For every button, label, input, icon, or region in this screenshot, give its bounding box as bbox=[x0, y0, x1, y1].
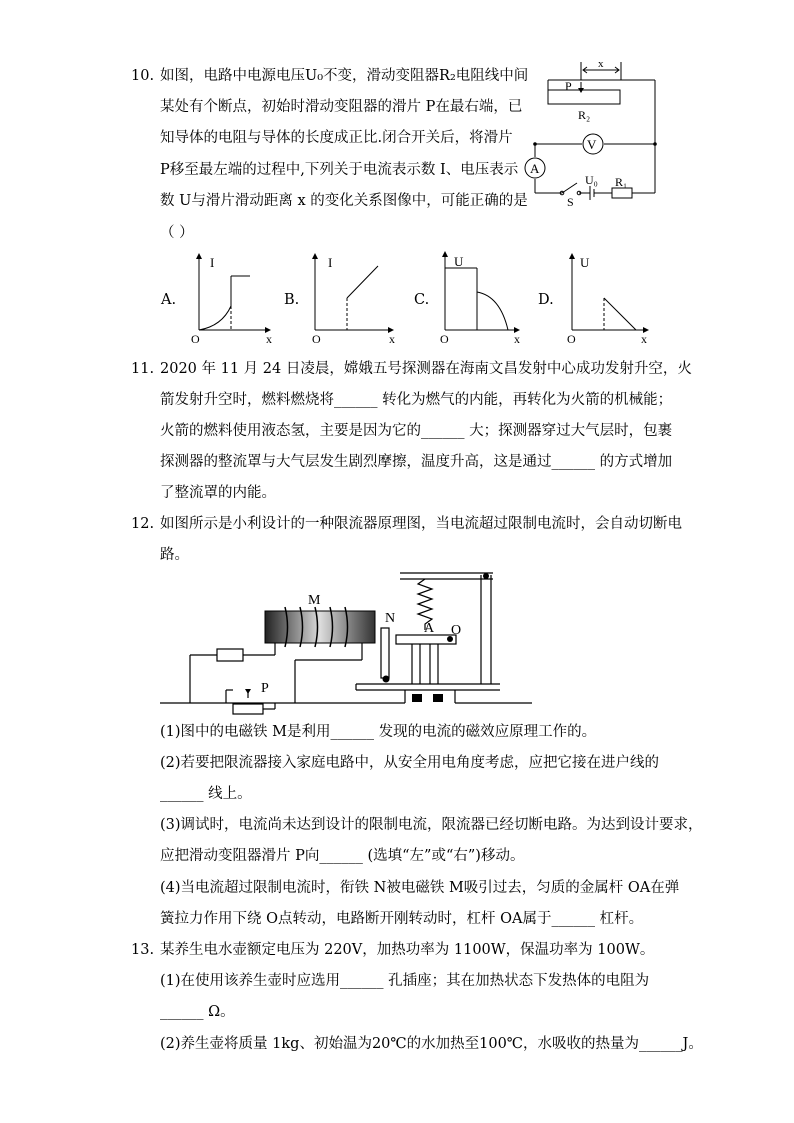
q11-line: 了整流罩的内能。 bbox=[160, 485, 276, 501]
q12-sub-question: (3)调试时，电流尚未达到设计的限制电流，限流器已经切断电路。为达到设计要求， bbox=[160, 817, 703, 833]
graph-c-yaxis: U bbox=[454, 254, 464, 269]
graph-c-origin: O bbox=[440, 332, 449, 346]
armature-n-label: N bbox=[385, 611, 396, 626]
q10-line: 某处有个断点，初始时滑动变阻器的滑片 P在最右端，已 bbox=[160, 99, 523, 115]
graph-b-yaxis: I bbox=[328, 255, 333, 270]
ammeter-label: A bbox=[530, 161, 540, 176]
q11-line: 火箭的燃料使用液态氢，主要是因为它的______ 大；探测器穿过大气层时，包裹 bbox=[160, 423, 673, 439]
q12-line: 如图所示是小利设计的一种限流器原理图，当电流超过限制电流时，会自动切断电 bbox=[160, 516, 682, 532]
q12-sub-question: 应把滑动变阻器滑片 P向______ (选填“左”或“右”)移动。 bbox=[160, 848, 525, 864]
question-11-number: 11. bbox=[131, 361, 155, 377]
graph-d-yaxis: U bbox=[580, 255, 590, 270]
graph-d-origin: O bbox=[567, 332, 576, 346]
electromagnet-m-label: M bbox=[308, 593, 321, 608]
u0-label: U₀ bbox=[585, 173, 598, 187]
graph-a-origin: O bbox=[191, 332, 200, 346]
switch-s-label: S bbox=[567, 195, 574, 209]
q10-line: 数 U与滑片滑动距离 x 的变化关系图像中，可能正确的是 bbox=[160, 193, 528, 209]
question-10-number: 10. bbox=[131, 68, 155, 84]
q11-line: 探测器的整流罩与大气层发生剧烈摩擦，温度升高，这是通过______ 的方式增加 bbox=[160, 454, 673, 470]
q12-sub-question: (1)图中的电磁铁 M是利用______ 发现的电流的磁效应原理工作的。 bbox=[160, 724, 597, 740]
q10-line: 知导体的电阻与导体的长度成正比.闭合开关后，将滑片 bbox=[160, 130, 513, 146]
q12-sub-question: (4)当电流超过限制电流时，衔铁 N被电磁铁 M吸引过去，匀质的金属杆 OA在弹 bbox=[160, 880, 680, 896]
q12-sub-question: 簧拉力作用下绕 O点转动，电路断开刚转动时，杠杆 OA属于______ 杠杆。 bbox=[160, 911, 644, 927]
q13-sub-question: (1)在使用该养生壶时应选用______ 孔插座；其在加热状态下发热体的电阻为 bbox=[160, 973, 650, 989]
question-13-number: 13. bbox=[131, 942, 155, 958]
x-label: x bbox=[598, 58, 604, 70]
q10-line: P移至最左端的过程中,下列关于电流表示数 I、电压表示 bbox=[160, 162, 519, 178]
q11-line: 2020 年 11 月 24 日凌晨，嫦娥五号探测器在海南文昌发射中心成功发射升空，火 bbox=[160, 361, 692, 377]
slider-p-label: P bbox=[565, 79, 572, 93]
graph-a-xaxis: x bbox=[266, 332, 272, 346]
q13-line: 某养生电水壶额定电压为 220V，加热功率为 1100W，保温功率为 100W。 bbox=[160, 942, 655, 958]
q12-line: 路。 bbox=[160, 547, 189, 563]
r2-label: R₂ bbox=[578, 108, 591, 122]
q10-answer-blank: （ ） bbox=[160, 225, 194, 241]
voltmeter-label: V bbox=[587, 137, 597, 152]
q10-line: 如图，电路中电源电压U₀不变，滑动变阻器R₂电阻线中间 bbox=[160, 68, 529, 84]
graph-a-yaxis: I bbox=[210, 255, 215, 270]
question-12-number: 12. bbox=[131, 516, 155, 532]
option-d-letter[interactable]: D. bbox=[538, 292, 554, 308]
q13-sub-question: (2)养生壶将质量 1kg、初始温为20℃的水加热至100℃，水吸收的热量为______J。 bbox=[160, 1036, 703, 1052]
q13-sub-question: ______ Ω。 bbox=[160, 1004, 235, 1020]
q12-sub-question: (2)若要把限流器接入家庭电路中，从安全用电角度考虑，应把它接在进户线的 bbox=[160, 755, 660, 771]
option-b-letter[interactable]: B. bbox=[284, 292, 300, 308]
r1-label: R₁ bbox=[615, 175, 628, 189]
graph-b-xaxis: x bbox=[389, 332, 395, 346]
option-c-letter[interactable]: C. bbox=[414, 292, 430, 308]
q11-line: 箭发射升空时，燃料燃烧将______ 转化为燃气的内能，再转化为火箭的机械能； bbox=[160, 392, 673, 408]
graph-b-origin: O bbox=[312, 332, 321, 346]
graph-c-xaxis: x bbox=[514, 332, 520, 346]
graph-d-xaxis: x bbox=[641, 332, 647, 346]
option-a-letter[interactable]: A. bbox=[161, 292, 177, 308]
q12-sub-question: ______ 线上。 bbox=[160, 786, 252, 802]
lever-a-label: A bbox=[424, 621, 435, 636]
pivot-o-label: O bbox=[451, 623, 462, 638]
rheostat-p-label: P bbox=[261, 681, 269, 696]
